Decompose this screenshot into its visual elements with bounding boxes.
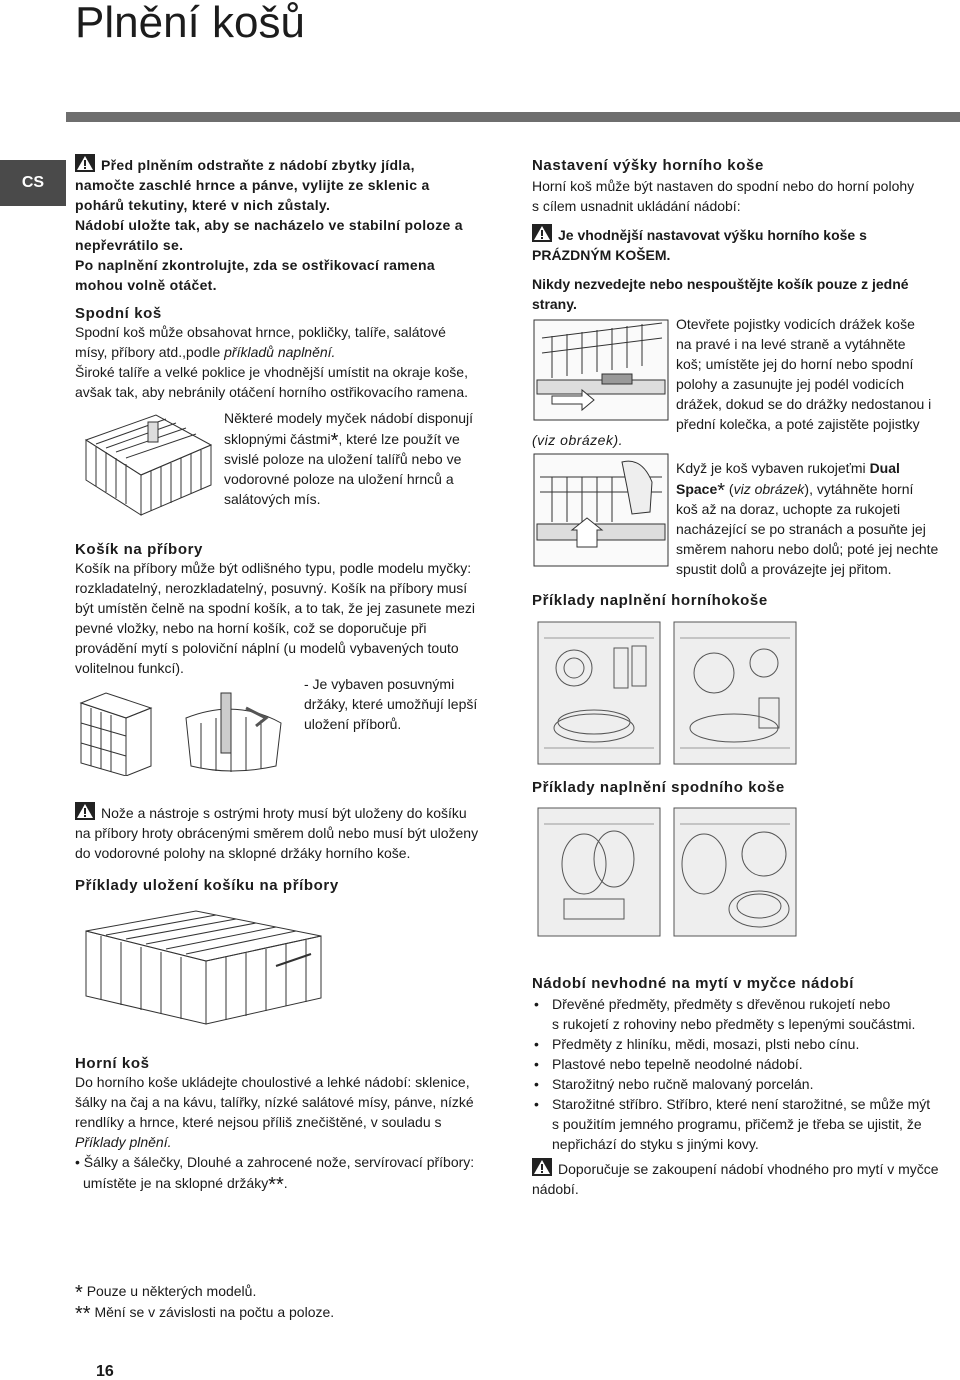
- text-line: Široké talíře a velké poklice je vhodnější umístit na okraje koše,: [75, 364, 468, 380]
- footnote-mark: *: [717, 480, 726, 502]
- text-line: mísy, příbory atd.,podle: [75, 344, 225, 360]
- cutlery-basket-illustration: [76, 678, 296, 776]
- unsuitable-item: [532, 1034, 952, 1054]
- foldable-text: [224, 408, 494, 509]
- footnotes: [75, 1280, 475, 1325]
- lower-basket-text: [75, 322, 505, 402]
- height-heading: Nastavení výšky horního koše: [532, 157, 764, 174]
- warning-icon: [75, 154, 95, 172]
- warning-icon: [75, 802, 95, 820]
- warning-intro: [75, 154, 495, 295]
- footnote-mark: *: [330, 430, 339, 452]
- upper-basket-examples-photo: [534, 618, 800, 768]
- text-line: Je vhodnější nastavovat výšku horního koše s: [558, 227, 867, 243]
- text-line: • Předměty z hliníku, mědi, mosazi, plsti nebo cínu.: [552, 1036, 860, 1052]
- warning-intro-line: nepřevrátilo se.: [75, 237, 184, 253]
- warning-intro-line: Nádobí uložte tak, aby se nacházelo ve stabilní poloze a: [75, 217, 463, 233]
- text-line: Košík na příbory může být odlišného typu, podle modelu myčky:: [75, 560, 472, 576]
- text-line: nacházející se po stranách a posuňte jej: [676, 521, 926, 537]
- unsuitable-list: [532, 994, 952, 1154]
- text-line: nádobí.: [532, 1181, 579, 1197]
- language-tab: CS: [0, 160, 66, 206]
- upper-basket-heading: Horní koš: [75, 1055, 150, 1072]
- upper-examples-heading: Příklady naplnění horníhokoše: [532, 592, 768, 609]
- text-line: rozkladatelný, nerozkladatelný, posuvný. Košík na příbory musí: [75, 580, 468, 596]
- lower-basket-illustration: [76, 410, 216, 520]
- text-line: na pravé i na levé straně a vytáhněte: [676, 336, 906, 352]
- sliding-holders-note: [304, 674, 504, 734]
- height-text: [532, 176, 952, 216]
- text-line: strany.: [532, 296, 577, 312]
- text-line: Spodní koš může obsahovat hrnce, pokličky, talíře, salátové: [75, 324, 446, 340]
- text-line: umístěte je na sklopné držáky: [83, 1175, 269, 1191]
- page-title: Plnění košů: [75, 0, 305, 47]
- text-line: PRÁZDNÝM KOŠEM.: [532, 247, 671, 263]
- text-line: Horní koš může být nastaven do spodní nebo do horní polohy: [532, 178, 915, 194]
- footnote-mark: **: [75, 1303, 91, 1325]
- text-line: držáky, které umožňují lepší: [304, 696, 478, 712]
- text-line: avšak tak, aby nebránily otáčení horního ostřikovacího ramena.: [75, 384, 468, 400]
- text-line: Do horního koše ukládejte choulostivé a lehké nádobí: sklenice,: [75, 1074, 470, 1090]
- dual-space-term: Space: [676, 481, 718, 497]
- warning-intro-line: pohárů tekutiny, které v nich zůstaly.: [75, 197, 331, 213]
- height-adjust-illustration: [532, 318, 670, 424]
- text-line: (: [725, 481, 734, 497]
- warning-icon: [532, 1158, 552, 1176]
- knives-warning: [75, 802, 505, 863]
- text-line: svislé poloze na uložení talířů nebo ve: [224, 451, 462, 467]
- upper-basket-text: [75, 1072, 515, 1196]
- text-line: pevné vložky, nebo na horní košík, což se doporučuje při: [75, 620, 427, 636]
- dual-space-text: [676, 458, 958, 579]
- page-number: 16: [96, 1363, 114, 1380]
- unsuitable-item: [532, 1094, 952, 1154]
- text-line: Když je koš vybaven rukojeťmi: [676, 460, 870, 476]
- footnote-text: Mění se v závislosti na počtu a poloze.: [94, 1304, 335, 1320]
- text-line: s cílem usnadnit ukládání nádobí:: [532, 198, 741, 214]
- dual-space-illustration: [532, 452, 670, 568]
- text-line: koš; umístěte jej do horní nebo spodní: [676, 356, 914, 372]
- unsuitable-heading: Nádobí nevhodné na mytí v myčce nádobí: [532, 975, 855, 992]
- open-latches-text: [676, 314, 958, 434]
- lower-examples-heading: Příklady naplnění spodního koše: [532, 779, 785, 796]
- text-line: , které lze použít ve: [338, 431, 460, 447]
- text-line: Doporučuje se zakoupení nádobí vhodného pro mytí v myčce: [558, 1161, 939, 1177]
- text-line: směrem nahoru nebo dolů; poté jej nechte: [676, 541, 939, 557]
- text-line: - Je vybaven posuvnými: [304, 676, 455, 692]
- text-line: uložení příborů.: [304, 716, 402, 732]
- text-line: • Šálky a šálečky, Dlouhé a zahrocené nože, servírovací příbory:: [75, 1154, 475, 1170]
- italic-ref: příkladů naplnění.: [224, 344, 336, 360]
- text-line: Některé modely myček nádobí disponují: [224, 410, 474, 426]
- text-line: nepřichází do styku s jinými kovy.: [552, 1136, 759, 1152]
- text-line: s rukojetí z rohoviny nebo předměty s lepenými součástmi.: [552, 1016, 916, 1032]
- dual-space-term: Dual: [869, 460, 900, 476]
- text-line: • Starožitný nebo ručně malovaný porcelán.: [552, 1076, 814, 1092]
- text-line: .: [283, 1175, 288, 1191]
- text-line: provádění mytí s poloviční náplní (u modelů vybavených touto: [75, 640, 459, 656]
- header-rule: [66, 112, 960, 122]
- text-line: rendlíky a hrnce, které nejsou příliš znečištěné, v souladu s: [75, 1114, 442, 1130]
- height-warning: [532, 224, 952, 265]
- text-line: na příbory hroty obrácenými směrem dolů nebo musí být uloženy: [75, 825, 479, 841]
- text-line: šálky na čaj a na kávu, talířky, nízké salátové mísy, pánve, nízké: [75, 1094, 474, 1110]
- lower-basket-heading: Spodní koš: [75, 305, 162, 322]
- text-line: do vodorovné polohy na sklopné držáky horního koše.: [75, 845, 411, 861]
- unsuitable-item: [532, 994, 952, 1034]
- text-line: koš až na doraz, uchopte za rukojeti: [676, 501, 901, 517]
- text-line: polohy a zasunujte jej podél vodicích: [676, 376, 905, 392]
- warning-intro-line: Před plněním odstraňte z nádobí zbytky jídla,: [101, 157, 415, 173]
- text-line: • Plastové nebo tepelně neodolné nádobí.: [552, 1056, 803, 1072]
- never-one-side-note: [532, 274, 956, 314]
- text-line: • Dřevěné předměty, předměty s dřevěnou rukojetí nebo: [552, 996, 891, 1012]
- warning-icon: [532, 224, 552, 242]
- cutlery-examples-illustration: [76, 906, 326, 1026]
- text-line: Nože a nástroje s ostrými hroty musí být uloženy do košíku: [101, 805, 467, 821]
- text-line: drážek, dokud se do drážky nedostanou i: [676, 396, 932, 412]
- cutlery-heading: Košík na příbory: [75, 541, 203, 558]
- text-line: být umístěn čelně na spodní košík, a to tak, že jej zasunete mezi: [75, 600, 475, 616]
- unsuitable-item: [532, 1054, 952, 1074]
- warning-intro-line: Po naplnění zkontrolujte, zda se ostřikovací ramena: [75, 257, 435, 273]
- text-line: salátových mís.: [224, 491, 321, 507]
- cutlery-examples-heading: Příklady uložení košíku na příbory: [75, 877, 339, 894]
- warning-intro-line: namočte zaschlé hrnce a pánve, vylijte ze sklenic a: [75, 177, 430, 193]
- text-line: volitelnou funkcí).: [75, 660, 184, 676]
- italic-ref: viz obrázek: [733, 481, 805, 497]
- warning-intro-line: mohou volně otáčet.: [75, 277, 217, 293]
- footnote-mark: **: [268, 1174, 284, 1196]
- text-line: vodorovné poloze na uložení hrnců a: [224, 471, 454, 487]
- footnote-mark: *: [75, 1282, 83, 1304]
- footnote-text: Pouze u některých modelů.: [86, 1283, 257, 1299]
- cutlery-text: [75, 558, 505, 678]
- text-line: Nikdy nezvedejte nebo nespouštějte košík pouze z jedné: [532, 276, 909, 292]
- text-line: s použitím jemného programu, přičemž je třeba se ujistit, že: [552, 1116, 922, 1132]
- italic-ref: Příklady plnění.: [75, 1134, 172, 1150]
- recommend-note: [532, 1158, 952, 1199]
- text-line: přední kolečka, a poté zajistěte pojistky: [676, 416, 920, 432]
- lower-basket-examples-photo: [534, 804, 800, 940]
- text-line: Otevřete pojistky vodicích drážek koše: [676, 316, 915, 332]
- text-line: spustit dolů a provázejte jej přitom.: [676, 561, 892, 577]
- text-line: ), vytáhněte horní: [804, 481, 914, 497]
- text-line: sklopnými částmi: [224, 431, 331, 447]
- text-line: • Starožitné stříbro. Stříbro, které není starožitné, se může mýt: [552, 1096, 931, 1112]
- unsuitable-item: [532, 1074, 952, 1094]
- viz-obrazek-ref: (viz obrázek).: [532, 432, 624, 448]
